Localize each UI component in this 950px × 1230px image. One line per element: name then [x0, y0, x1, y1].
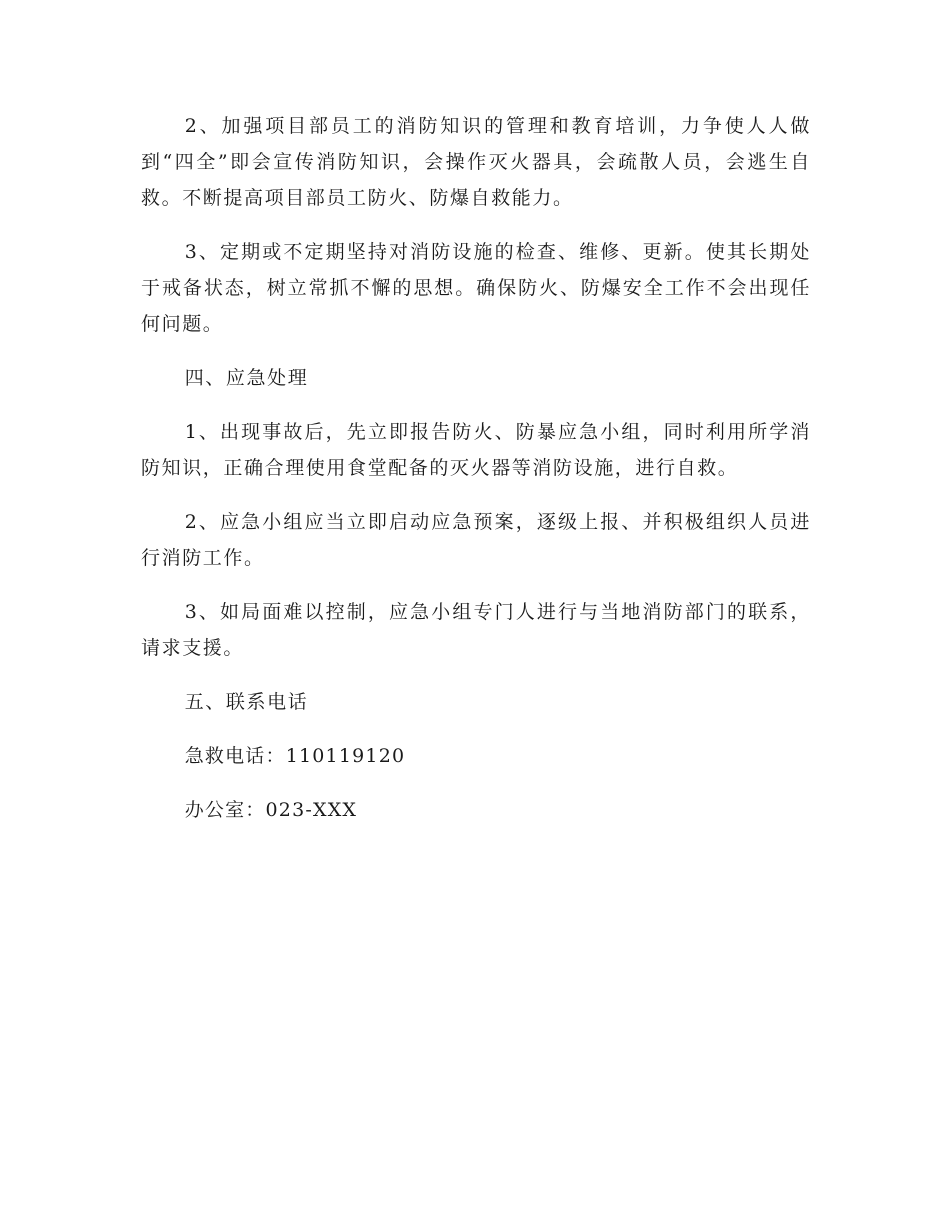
document-body [141, 108, 811, 846]
paragraph-staff-training: 2、加强项目部员工的消防知识的管理和教育培训，力争使人人做到“四全”即会宣传消防知识，会操作灭火器具，会疏散人员，会逃生自救。不断提高项目部员工防火、防爆自救能力。 [141, 115, 811, 209]
emergency-phone: 急救电话：110119120 [184, 745, 406, 767]
emergency-item-3: 3、如局面难以控制，应急小组专门人进行与当地消防部门的联系，请求支援。 [141, 601, 811, 659]
emergency-item-1: 1、出现事故后，先立即报告防火、防暴应急小组，同时利用所学消防知识，正确合理使用食堂配备的灭火器等消防设施，进行自救。 [141, 421, 811, 479]
emergency-item-2: 2、应急小组应当立即启动应急预案，逐级上报、并积极组织人员进行消防工作。 [141, 511, 811, 569]
section-heading-contact: 五、联系电话 [184, 691, 309, 713]
office-phone: 办公室：023-XXX [184, 799, 358, 821]
section-heading-emergency: 四、应急处理 [184, 367, 309, 389]
paragraph-facility-inspection: 3、定期或不定期坚持对消防设施的检查、维修、更新。使其长期处于戒备状态，树立常抓不懈的思想。确保防火、防爆安全工作不会出现任何问题。 [141, 241, 811, 335]
